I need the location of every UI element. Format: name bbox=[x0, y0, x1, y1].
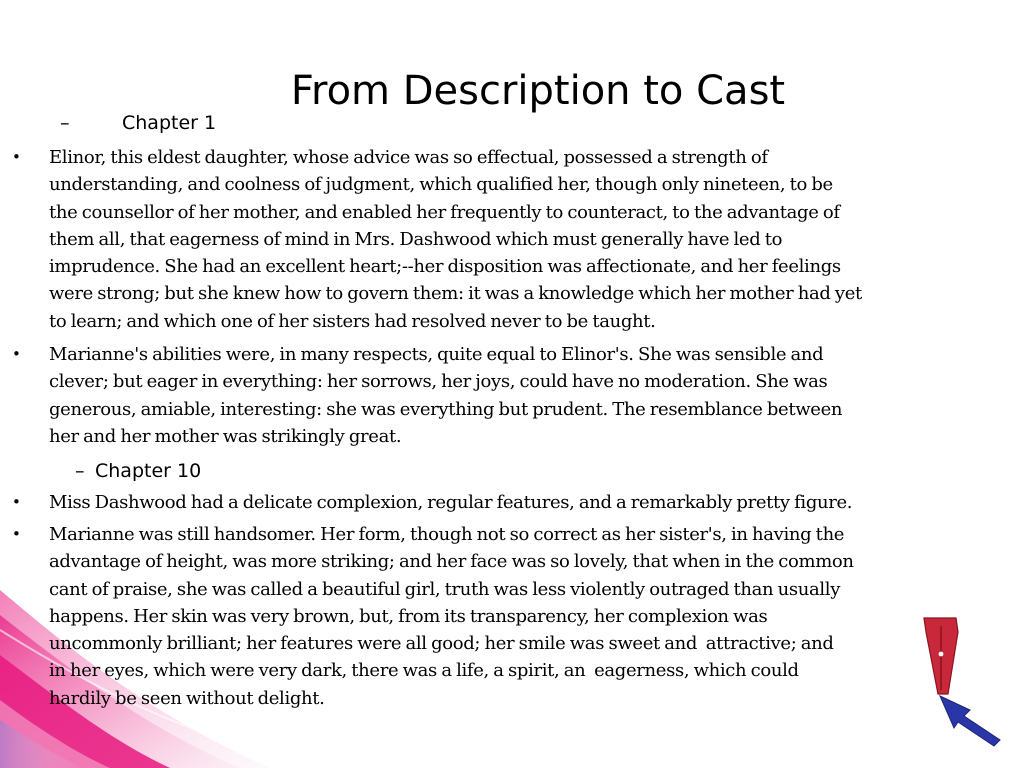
chapter-heading-label: Chapter 10 bbox=[95, 460, 202, 482]
text-line: Miss Dashwood had a delicate complexion, regular features, and a remarkably pretty figure. bbox=[49, 492, 853, 513]
paragraph bbox=[12, 521, 854, 712]
text-line: them all, that eagerness of mind in Mrs. Dashwood which must generally have led to bbox=[49, 228, 783, 250]
bullet-marker: • bbox=[12, 493, 21, 511]
text-line: the counsellor of her mother, and enabled her frequently to counteract, to the advantage of bbox=[49, 201, 840, 223]
fountain-pen-nib-icon bbox=[918, 612, 1008, 752]
paragraph bbox=[12, 489, 853, 516]
paragraph bbox=[12, 144, 862, 335]
dash-marker: – bbox=[75, 460, 85, 482]
text-line: clever; but eager in everything: her sorrows, her joys, could have no moderation. She was bbox=[49, 371, 828, 393]
bullet-marker: • bbox=[12, 148, 21, 166]
text-line: uncommonly brilliant; her features were all good; her smile was sweet and attractive; and bbox=[49, 633, 834, 655]
text-line: to learn; and which one of her sisters had resolved never to be taught. bbox=[49, 310, 656, 332]
text-line: generous, amiable, interesting: she was everything but prudent. The resemblance between bbox=[49, 398, 843, 420]
text-line: in her eyes, which were very dark, there was a life, a spirit, an eagerness, which could bbox=[49, 660, 799, 682]
text-line: were strong; but she knew how to govern them: it was a knowledge which her mother had yet bbox=[49, 283, 862, 305]
chapter-heading-label: Chapter 1 bbox=[122, 112, 217, 134]
text-line: cant of praise, she was called a beautiful girl, truth was less violently outraged than usually bbox=[49, 578, 841, 600]
bullet-marker: • bbox=[12, 345, 21, 363]
text-line: Marianne's abilities were, in many respects, quite equal to Elinor's. She was sensible and bbox=[49, 344, 824, 365]
slide-title: From Description to Cast bbox=[290, 67, 786, 114]
text-line: Marianne was still handsomer. Her form, though not so correct as her sister's, in having the bbox=[49, 524, 845, 545]
dash-marker: – bbox=[60, 112, 70, 134]
text-line: happens. Her skin was very brown, but, from its transparency, her complexion was bbox=[49, 605, 768, 627]
text-line: Elinor, this eldest daughter, whose advice was so effectual, possessed a strength of bbox=[49, 147, 768, 168]
text-line: hardily be seen without delight. bbox=[49, 687, 325, 709]
text-line: her and her mother was strikingly great. bbox=[49, 425, 402, 447]
text-line: advantage of height, was more striking; and her face was so lovely, that when in the common bbox=[49, 551, 854, 573]
text-line: understanding, and coolness of judgment, which qualified her, though only nineteen, to be bbox=[49, 174, 833, 196]
bullet-marker: • bbox=[12, 525, 21, 543]
paragraph bbox=[12, 341, 843, 450]
text-line: imprudence. She had an excellent heart;--her disposition was affectionate, and her feelings bbox=[49, 256, 841, 278]
